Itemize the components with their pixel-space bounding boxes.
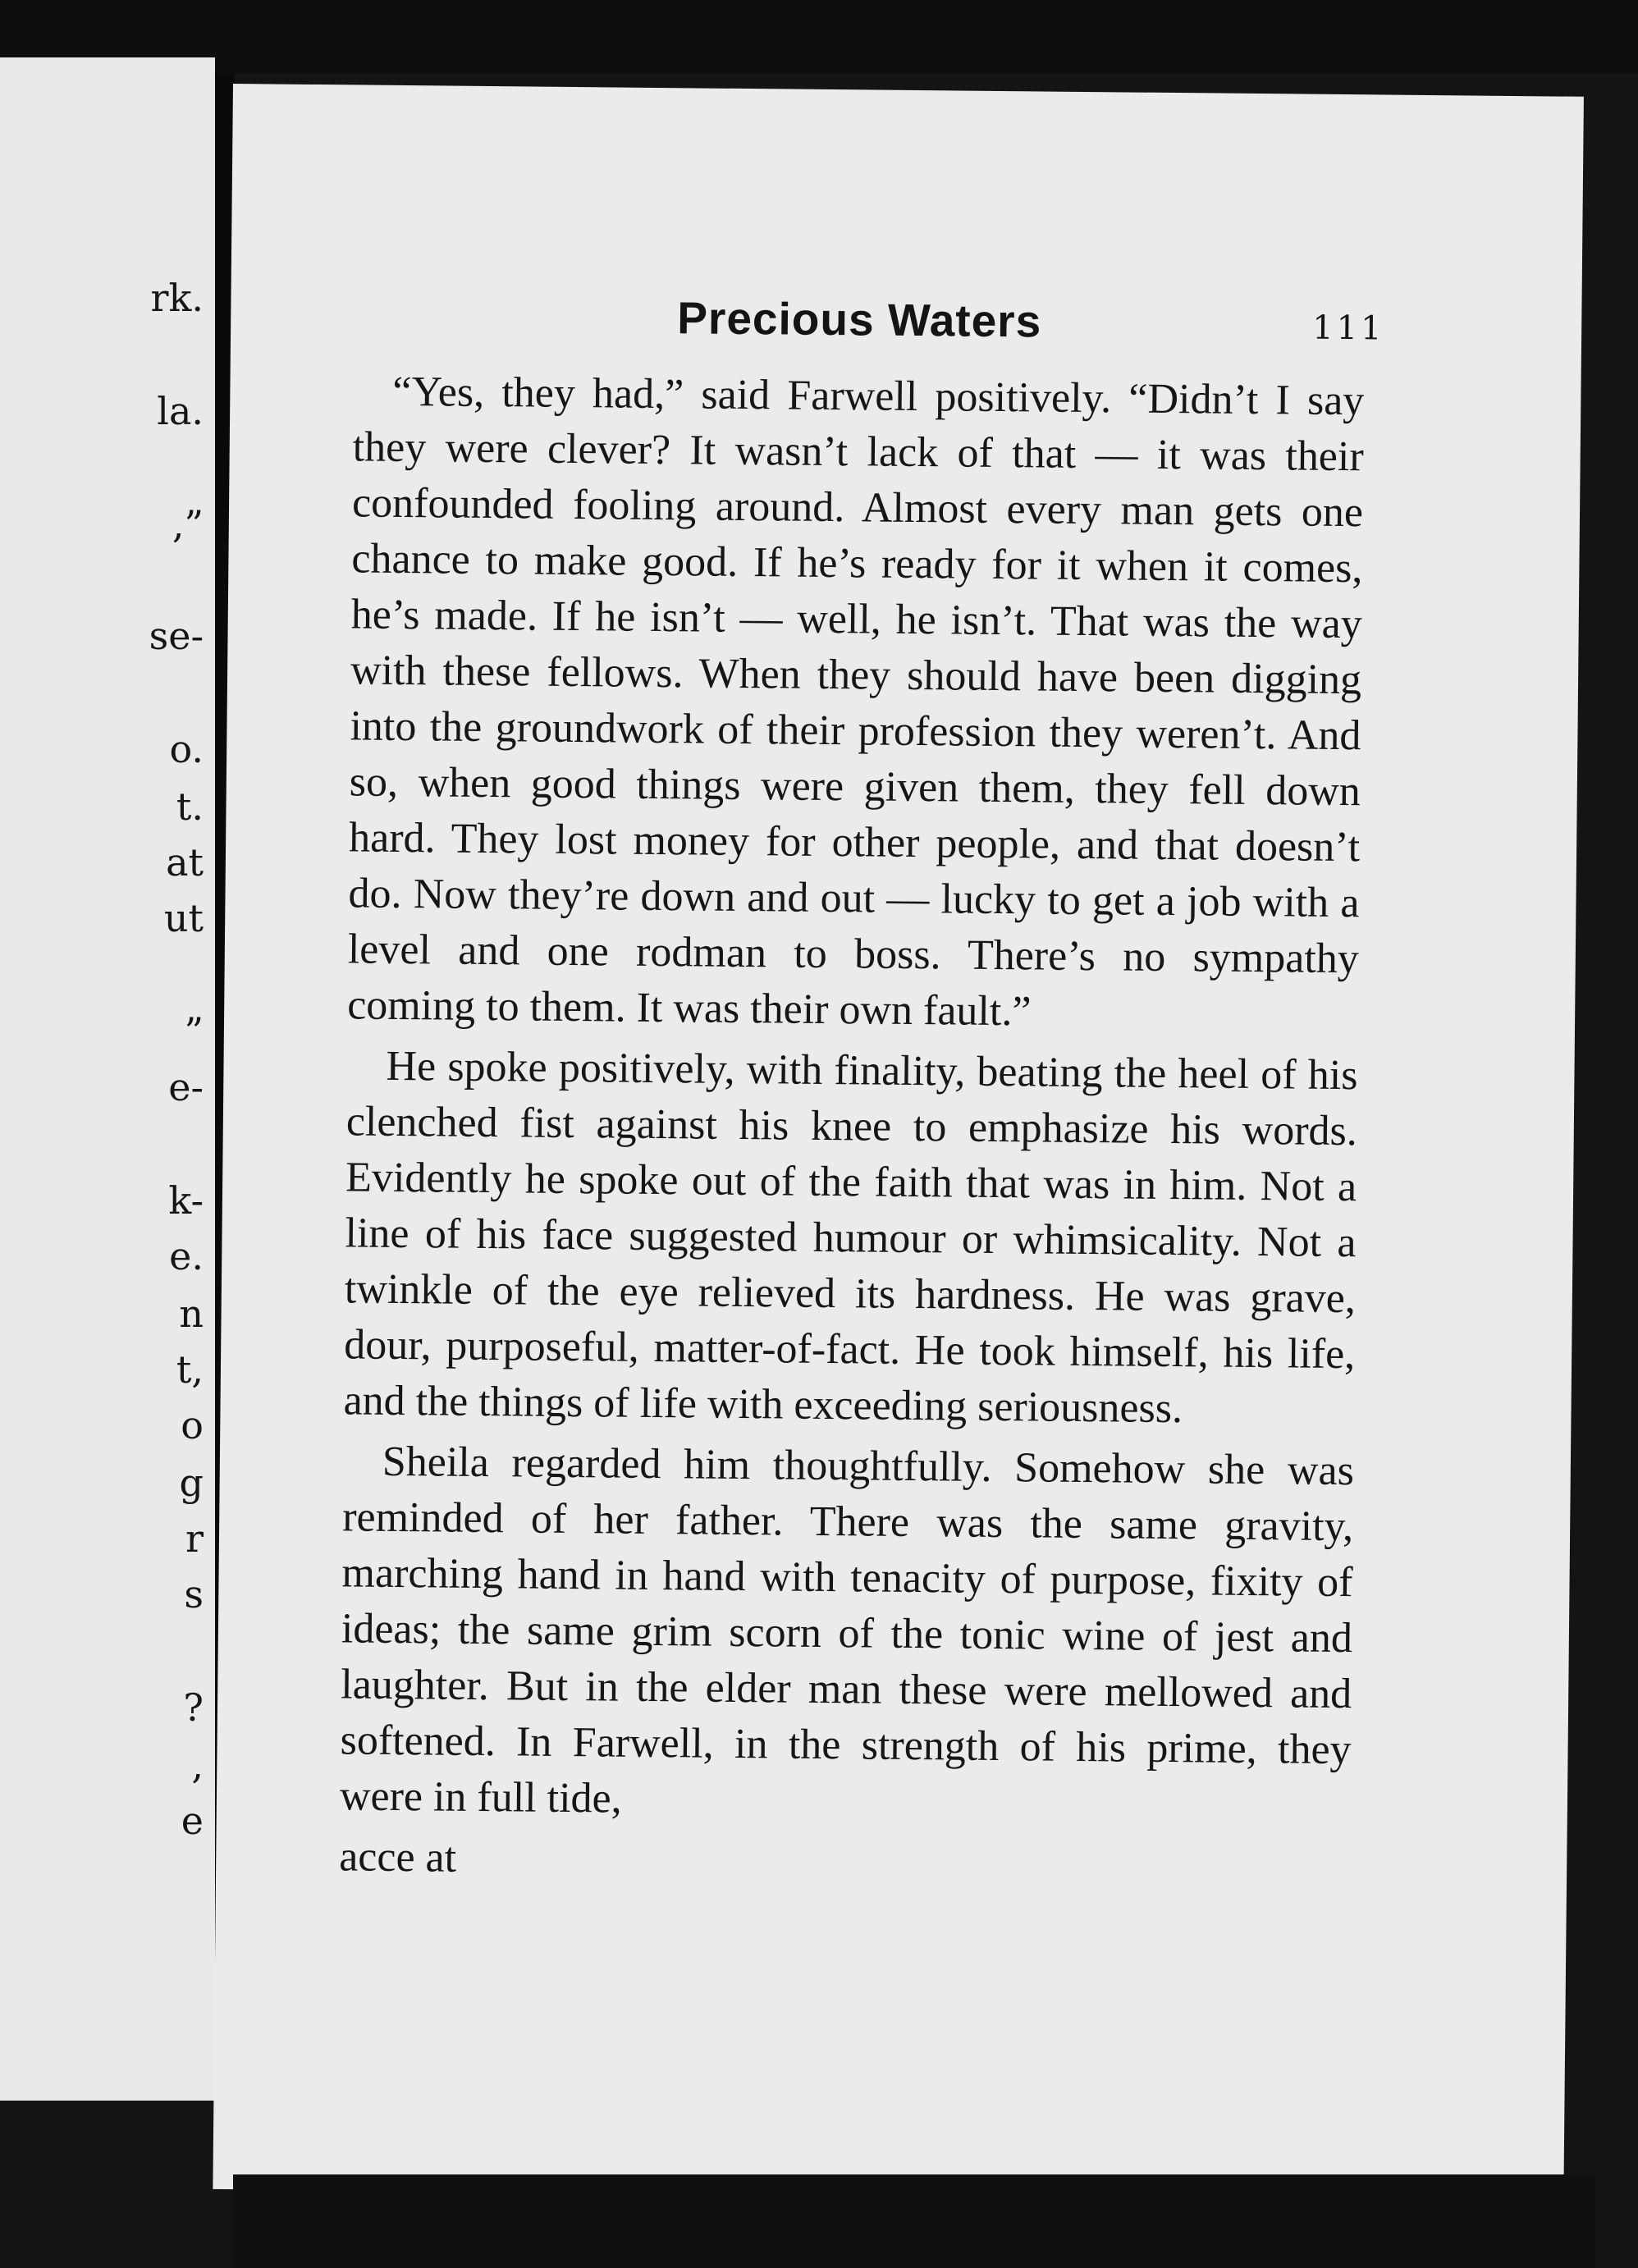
facing-page-line-end: e (181, 1799, 204, 1843)
paragraph: He spoke positively, with finality, beating the heel of his clenched fist against his knee to emphasize his words. Evidently he spoke out of the faith that was in him. Not a line of his face suggested humour or whimsicality. Not a twinkle of the eye relieved its hardness. He was grave, dour, purposeful, matter-of-fact. He took himself, his life, and the things of life with exceeding seriousness. (343, 1042, 1358, 1433)
book-page (213, 84, 1584, 2202)
facing-page-line-end: ” (184, 1009, 204, 1054)
facing-page-line-end: ? (183, 1685, 204, 1730)
running-head: Precious Waters (676, 292, 1042, 347)
facing-page-line-end: ut (163, 896, 204, 940)
facing-page-line-end: t. (176, 784, 204, 829)
cut-off-line: acce at (338, 1833, 457, 1882)
facing-page-line-end: r (185, 1516, 204, 1561)
facing-page-line-end: o (181, 1403, 204, 1447)
paragraph: Sheila regarded him thoughtfully. Somehow she was reminded of her father. There was the same gravity, marching hand in hand with tenacity of purpose, fixity of ideas; the same grim scorn of the tonic wine of jest and laughter. But in the elder man these were mellowed and softened. In Farwell, in the strength of his prime, they were in full tide, (339, 1438, 1355, 1822)
facing-page-line-end: e. (169, 1234, 204, 1278)
facing-page-line-end: n (179, 1292, 204, 1336)
facing-page-line-end: k- (168, 1178, 204, 1223)
page-number: 111 (1311, 309, 1385, 348)
facing-page-line-end: t, (176, 1347, 204, 1392)
facing-page-line-end: se- (149, 614, 204, 658)
facing-page-line-end: rk. (150, 276, 204, 320)
facing-page-line-end: la. (157, 389, 204, 433)
facing-page-line-end: s (184, 1572, 204, 1616)
facing-page-line-end: , (191, 1743, 204, 1787)
facing-page-line-end: g (179, 1461, 204, 1505)
facing-page-line-end: o. (169, 727, 204, 771)
paragraph: “Yes, they had,” said Farwell positively. “Didn’t I say they were clever? It wasn’t lack of that — it was their confounded fooling around. Almost every man gets one chance to make good. If he’s ready for it when it comes, he’s made. If he isn’t — well, he isn’t. That was the way with these fellows. When they should have been digging into the groundwork of their profession they weren’t. And so, when good things were given them, they fell down hard. They lost money for other people, and that doesn’t do. Now they’re down and out — lucky to get a job with a level and one rodman to boss. There’s no sympathy coming to them. It was their own fault.” (346, 368, 1365, 1036)
facing-page-line-end: e- (168, 1065, 204, 1109)
scan-top-border (0, 0, 1638, 74)
scan-bottom-border (233, 2174, 1595, 2268)
facing-page-line-end: at (166, 840, 204, 885)
body-text (339, 364, 1365, 1900)
facing-page-line-end: ,” (172, 502, 204, 546)
facing-page-fragment (0, 57, 215, 2101)
